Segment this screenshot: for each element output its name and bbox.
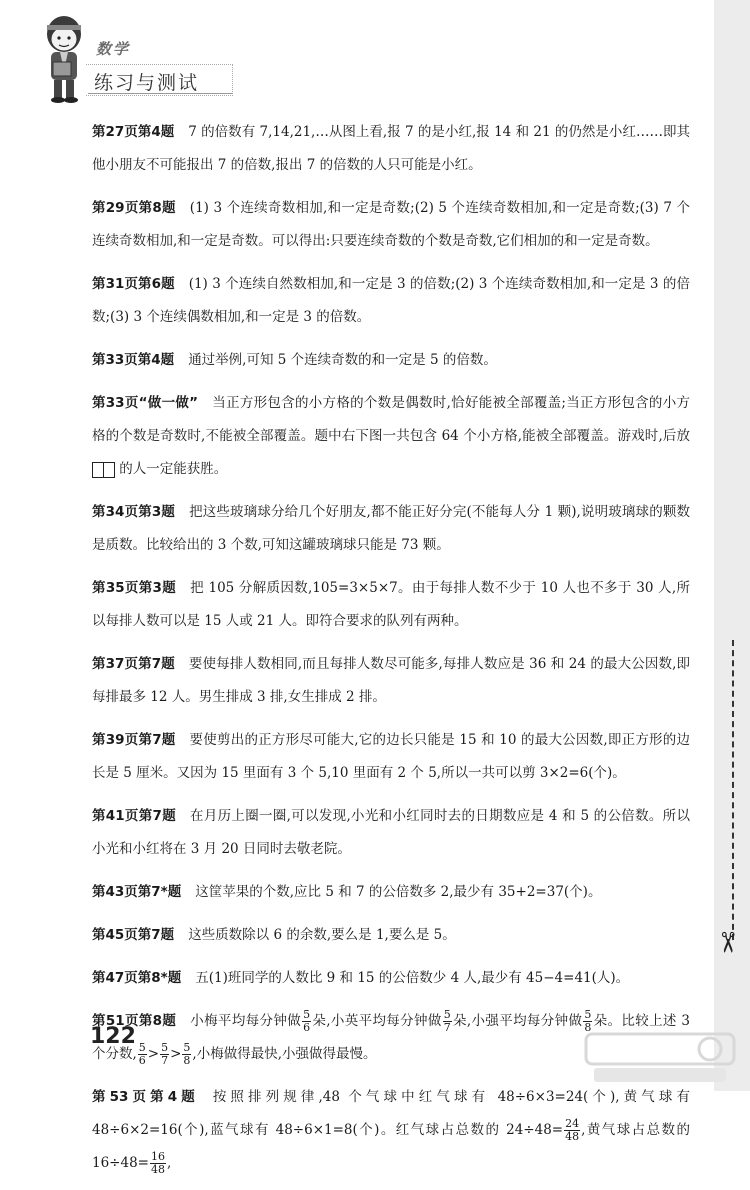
answer-text: 朵。比较上述 3 个分数, xyxy=(92,1013,690,1062)
answer-text: 朵,小强平均每分钟做 xyxy=(452,1013,583,1029)
greater-sign: > xyxy=(170,1046,182,1062)
fraction: $\frac{16}{48}$ xyxy=(150,1150,165,1176)
fraction: $\frac{5}{6}$ xyxy=(138,1041,146,1067)
question-label: 第35页第3题 xyxy=(92,580,177,596)
answer-text: 五(1)班同学的人数比 9 和 15 的公倍数少 4 人,最少有 45−4=41(人)。 xyxy=(195,970,630,986)
answer-text: 通过举例,可知 5 个连续奇数的和一定是 5 的倍数。 xyxy=(188,352,497,368)
answer-text: 小梅平均每分钟做 xyxy=(190,1013,302,1029)
question-label: 第31页第6题 xyxy=(92,276,175,292)
answer-paragraph xyxy=(92,800,690,866)
answer-text: 这筐苹果的个数,应比 5 和 7 的公倍数多 2,最少有 35+2=37(个)。 xyxy=(195,884,602,900)
answer-paragraph xyxy=(92,1081,690,1180)
answer-text: 当正方形包含的小方格的个数是偶数时,恰好能被全部覆盖;当正方形包含的小方格的个数是奇数时,不能被全部覆盖。题中右下图一共包含 64 个小方格,能被全部覆盖。游戏时,后放 xyxy=(92,395,690,444)
page-number: 122 xyxy=(90,1024,136,1049)
answer-text: 把这些玻璃球分给几个好朋友,都不能正好分完(不能每人分 1 颗),说明玻璃球的颗数是质数。比较给出的 3 个数,可知这罐玻璃球只能是 73 颗。 xyxy=(92,504,690,553)
question-label: 第29页第8题 xyxy=(92,200,176,216)
question-label: 第43页第7*题 xyxy=(92,884,182,900)
fraction: $\frac{5}{8}$ xyxy=(584,1008,592,1034)
answer-paragraph xyxy=(92,962,690,995)
answer-paragraph xyxy=(92,572,690,638)
question-label: 第34页第3题 xyxy=(92,504,176,520)
fraction: $\frac{24}{48}$ xyxy=(565,1117,580,1143)
question-label: 第53页第4题 xyxy=(92,1089,199,1105)
scissors-icon: ✂ xyxy=(711,930,745,955)
question-label: 第37页第7题 xyxy=(92,656,175,672)
answer-text: (1) 3 个连续奇数相加,和一定是奇数;(2) 5 个连续奇数相加,和一定是奇数;(3) 7 个连续奇数相加,和一定是奇数。可以得出:只要连续奇数的个数是奇数,它们相加的和一定是奇数。 xyxy=(92,200,690,249)
comma: , xyxy=(192,1046,197,1062)
question-label: 第39页第7题 xyxy=(92,732,176,748)
answer-text: 要使剪出的正方形尽可能大,它的边长只能是 15 和 10 的最大公因数,即正方形的边长是 5 厘米。又因为 15 里面有 3 个 5,10 里面有 2 个 5,所以一共可以剪 3×2=6(个)。 xyxy=(92,732,690,781)
question-label: 第47页第8*题 xyxy=(92,970,182,986)
book-title: 练习与测试 xyxy=(94,72,200,94)
answer-paragraph xyxy=(92,192,690,258)
comma: , xyxy=(166,1155,172,1171)
fraction: $\frac{5}{7}$ xyxy=(443,1008,451,1034)
greater-sign: > xyxy=(147,1046,160,1062)
question-label: 第51页第8题 xyxy=(92,1013,177,1029)
answer-text: 要使每排人数相同,而且每排人数尽可能多,每排人数应是 36 和 24 的最大公因数,即每排最多 12 人。男生排成 3 排,女生排成 2 排。 xyxy=(92,656,690,705)
title-underline xyxy=(88,93,233,94)
watermark-logo-icon xyxy=(580,1030,740,1085)
answer-text: 的人一定能获胜。 xyxy=(119,461,228,477)
page-header xyxy=(0,0,750,110)
answer-paragraph xyxy=(92,919,690,952)
cut-line xyxy=(732,640,734,940)
answer-paragraph xyxy=(92,268,690,334)
answer-text: 把 105 分解质因数,105=3×5×7。由于每排人数不少于 10 人也不多于 30 人,所以每排人数可以是 15 人或 21 人。即符合要求的队列有两种。 xyxy=(92,580,690,629)
subject-label: 数学 xyxy=(96,40,131,58)
answer-text: 这些质数除以 6 的余数,要么是 1,要么是 5。 xyxy=(188,927,456,943)
answer-text: 小梅做得最快,小强做得最慢。 xyxy=(196,1046,377,1062)
answer-paragraph xyxy=(92,724,690,790)
fraction: $\frac{5}{8}$ xyxy=(183,1041,191,1067)
answer-text: 按照排列规律,48 个气球中红气球有 48÷6×3=24(个),黄气球有 48÷6×2=16(个),蓝气球有 48÷6×1=8(个)。红气球占总数的 24÷48= xyxy=(92,1089,690,1138)
answer-paragraph xyxy=(92,344,690,377)
answer-content xyxy=(92,116,690,1190)
answer-paragraph xyxy=(92,116,690,182)
question-label: 第33页“做一做” xyxy=(92,395,199,411)
answer-text: 在月历上圈一圈,可以发现,小光和小红同时去的日期数应是 4 和 5 的公倍数。所以小光和小红将在 3 月 20 日同时去敬老院。 xyxy=(92,808,690,857)
question-label: 第45页第7题 xyxy=(92,927,175,943)
fraction: $\frac{5}{6}$ xyxy=(303,1008,311,1034)
fraction: $\frac{5}{7}$ xyxy=(161,1041,169,1067)
answer-paragraph xyxy=(92,496,690,562)
answer-paragraph xyxy=(92,876,690,909)
answer-text: 朵,小英平均每分钟做 xyxy=(312,1013,442,1029)
answer-text: ,黄气球占总数的 16÷48= xyxy=(92,1122,690,1171)
answer-text: 7 的倍数有 7,14,21,…从图上看,报 7 的是小红,报 14 和 21 的仍然是小红……即其他小朋友不可能报出 7 的倍数,报出 7 的倍数的人只可能是小红。 xyxy=(92,124,690,173)
question-label: 第41页第7题 xyxy=(92,808,177,824)
answer-paragraph xyxy=(92,387,690,486)
question-label: 第33页第4题 xyxy=(92,352,175,368)
answer-blank-box xyxy=(92,461,115,477)
question-label: 第27页第4题 xyxy=(92,124,175,140)
answer-paragraph xyxy=(92,648,690,714)
answer-text: (1) 3 个连续自然数相加,和一定是 3 的倍数;(2) 3 个连续奇数相加,和一定是 3 的倍数;(3) 3 个连续偶数相加,和一定是 3 的倍数。 xyxy=(92,276,690,325)
